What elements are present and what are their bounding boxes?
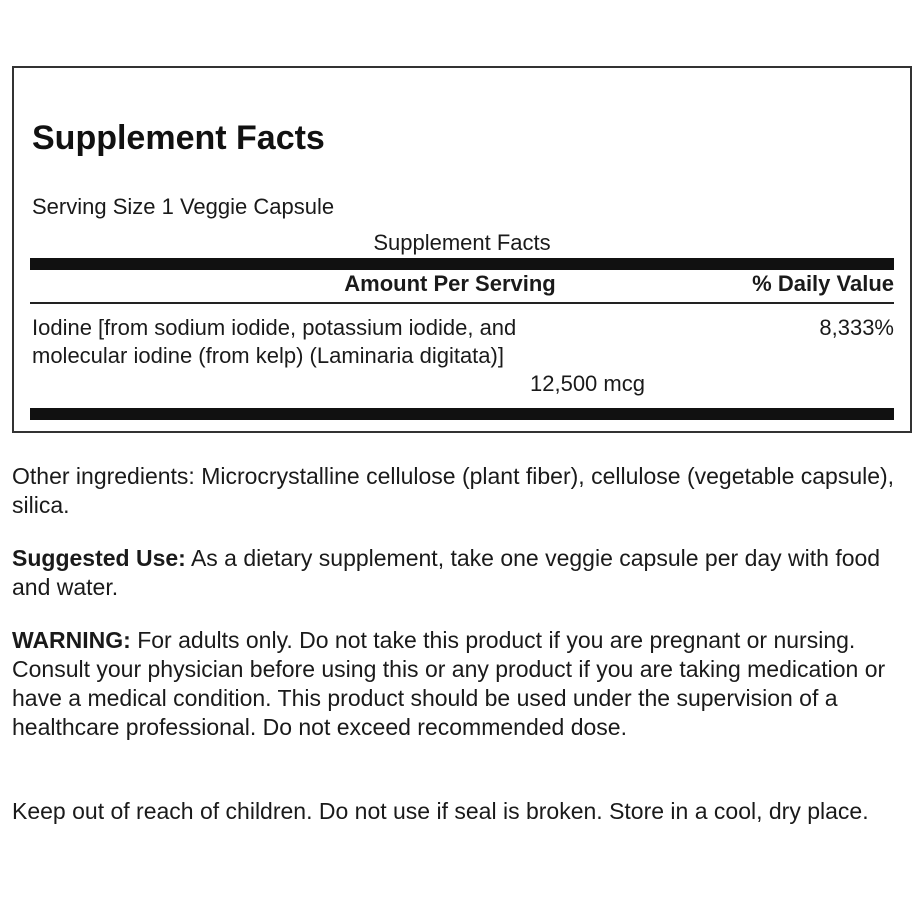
amount-per-serving-header: Amount Per Serving — [344, 271, 556, 296]
storage-instructions: Keep out of reach of children. Do not use if seal is broken. Store in a cool, dry place. — [12, 798, 869, 824]
suggested-use-label: Suggested Use: — [12, 545, 186, 571]
header-divider — [30, 258, 894, 270]
other-ingredients: Other ingredients: Microcrystalline cellulose (plant fiber), cellulose (vegetable capsule), silica. — [12, 463, 895, 518]
column-divider — [30, 302, 894, 304]
warning — [12, 626, 902, 742]
ingredient-line-2: molecular iodine (from kelp) (Laminaria digitata)] — [32, 343, 504, 368]
ingredient-daily-value: 8,333% — [819, 315, 894, 340]
ingredient-amount: 12,500 mcg — [530, 371, 645, 396]
facts-title: Supplement Facts — [32, 119, 325, 157]
supplement-facts-panel — [12, 66, 912, 433]
daily-value-header: % Daily Value — [752, 271, 894, 296]
facts-subheading: Supplement Facts — [373, 230, 551, 255]
suggested-use — [12, 544, 902, 602]
footer-divider — [30, 408, 894, 420]
ingredient-name — [32, 314, 672, 370]
serving-size: Serving Size 1 Veggie Capsule — [32, 194, 335, 219]
suggested-use-text: As a dietary supplement, take one veggie capsule per day with food and water. — [12, 545, 881, 600]
warning-text: For adults only. Do not take this product if you are pregnant or nursing. Consult your physician before using this or any product if you are taking medication or have a medical condition. This product should be used under the supervision of a healthcare professional. Do not exceed recommended dose. — [12, 627, 886, 740]
warning-label: WARNING: — [12, 627, 131, 653]
ingredient-line-1: Iodine [from sodium iodide, potassium iodide, and — [32, 315, 517, 340]
